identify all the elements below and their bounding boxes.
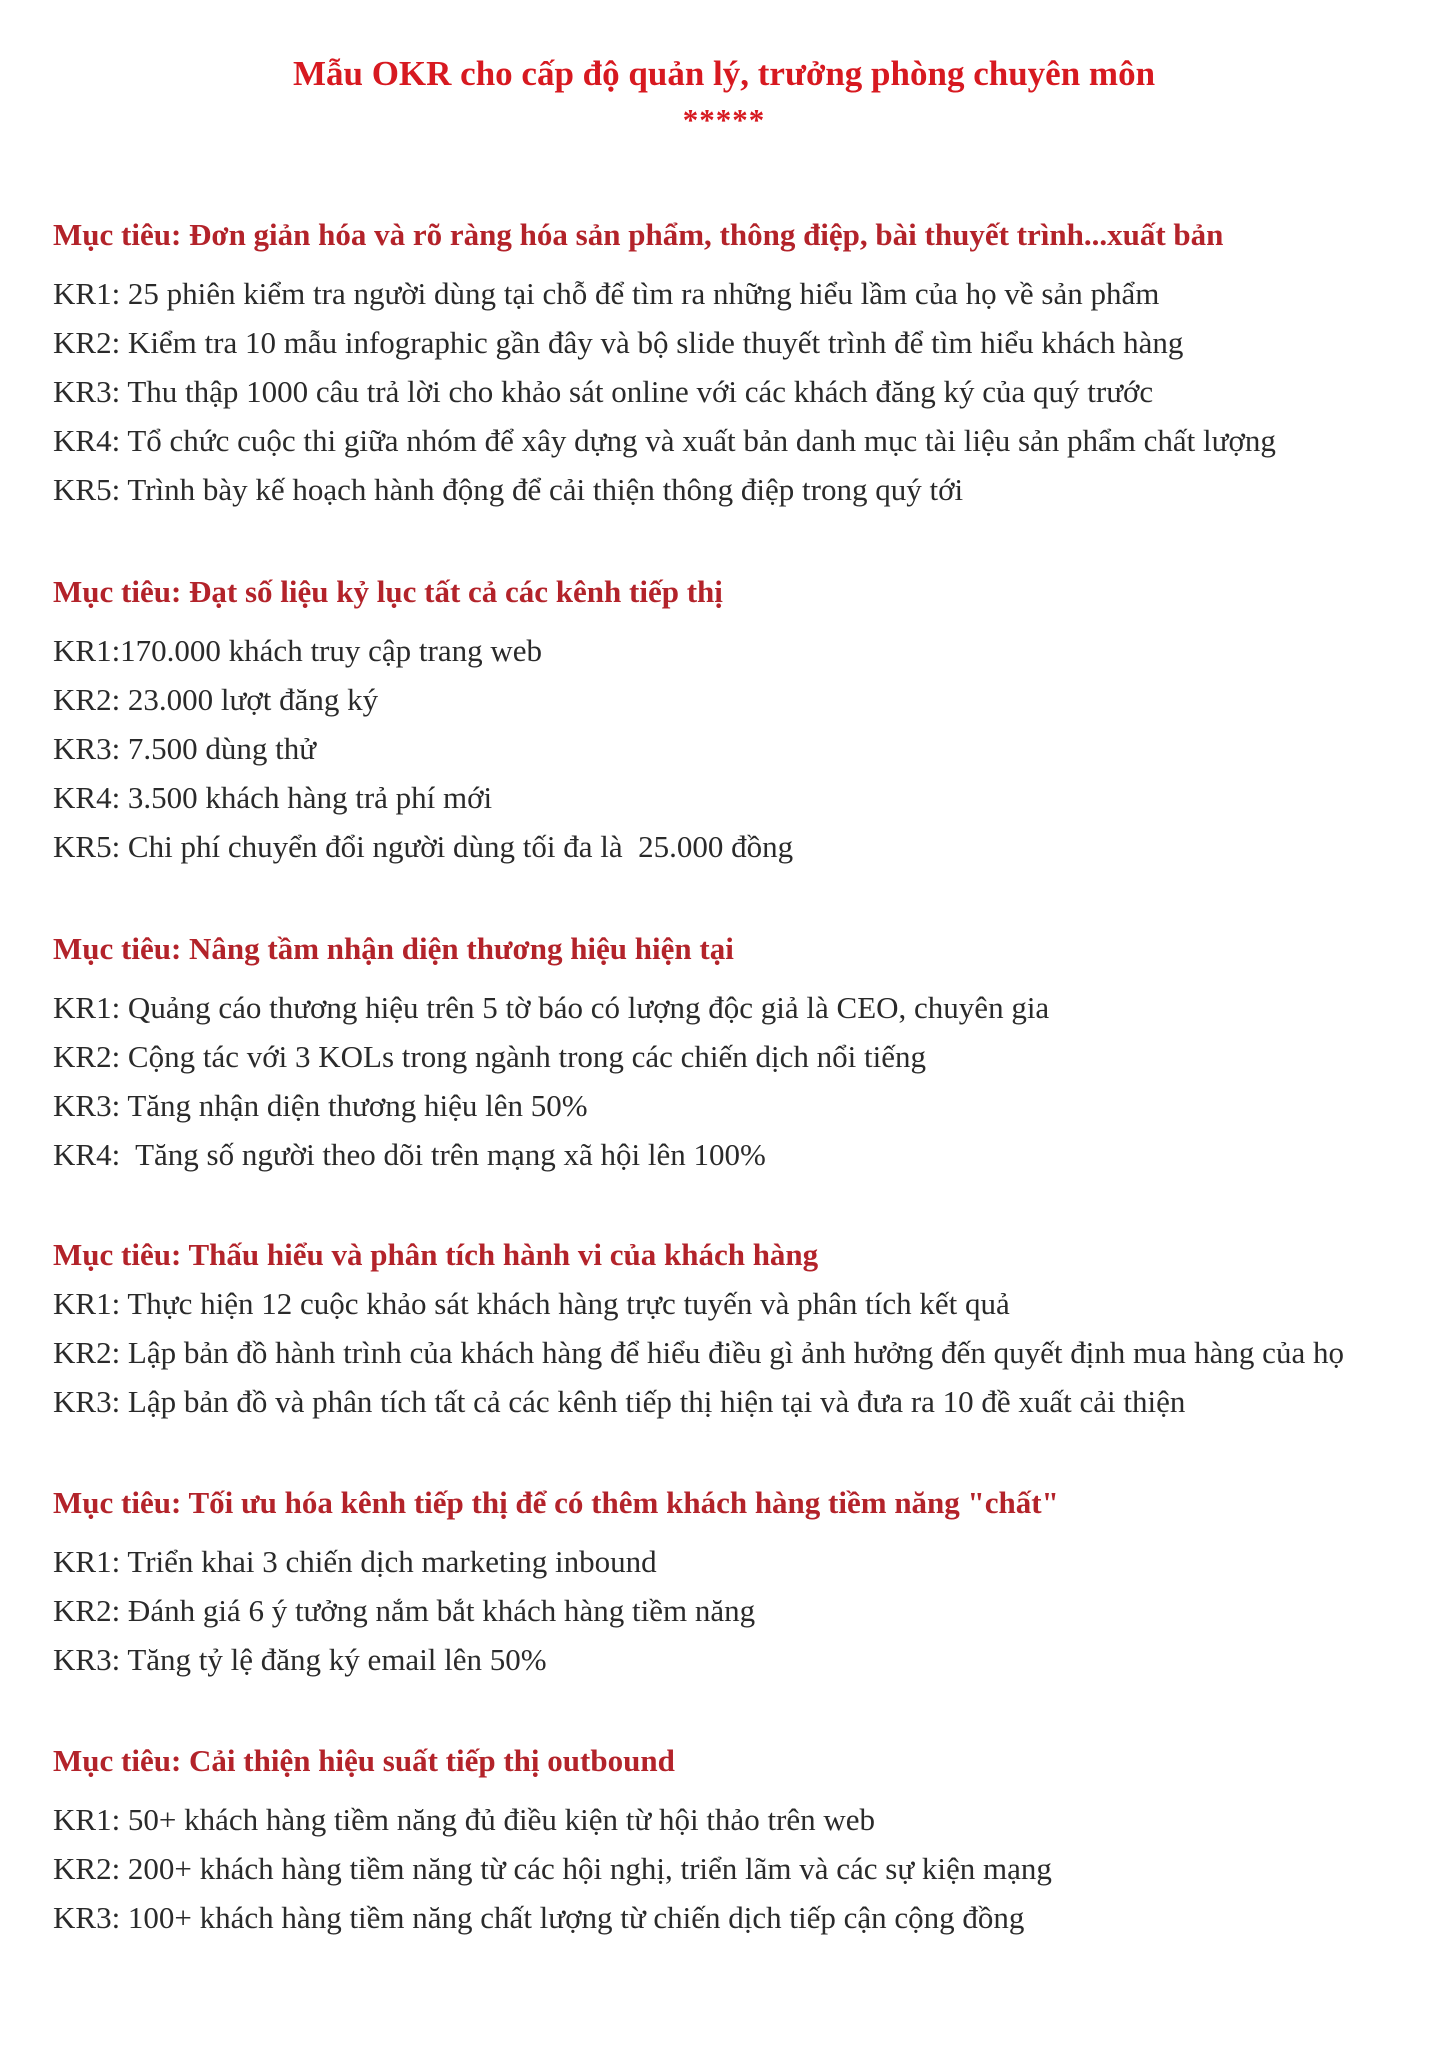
objective-section-1 [53, 213, 1413, 514]
key-result-item: KR1: 25 phiên kiểm tra người dùng tại chỗ để tìm ra những hiểu lầm của họ về sản phẩm [53, 276, 1160, 311]
key-result-item: KR5: Trình bày kế hoạch hành động để cải thiện thông điệp trong quý tới [53, 472, 964, 507]
key-result-item: KR1: Triển khai 3 chiến dịch marketing inbound [53, 1544, 657, 1579]
key-result-item: KR1: Quảng cáo thương hiệu trên 5 tờ báo có lượng độc giả là CEO, chuyên gia [53, 990, 1050, 1025]
objective-section-3 [53, 927, 1413, 1179]
key-results-list [53, 983, 1413, 1179]
key-result-item: KR3: 100+ khách hàng tiềm năng chất lượng từ chiến dịch tiếp cận cộng đồng [53, 1900, 1025, 1935]
key-results-list [53, 1537, 1413, 1684]
key-result-item: KR2: Đánh giá 6 ý tưởng nắm bắt khách hàng tiềm năng [53, 1593, 756, 1628]
key-result-item: KR1: 50+ khách hàng tiềm năng đủ điều kiện từ hội thảo trên web [53, 1802, 876, 1837]
key-result-item: KR2: Cộng tác với 3 KOLs trong ngành trong các chiến dịch nổi tiếng [53, 1039, 927, 1074]
objective-section-6 [53, 1739, 1413, 1942]
objective-heading: Mục tiêu: Đơn giản hóa và rõ ràng hóa sản phẩm, thông điệp, bài thuyết trình...xuất bản [53, 217, 1224, 252]
objective-section-4 [53, 1233, 1413, 1426]
key-result-item: KR2: Kiểm tra 10 mẫu infographic gần đây và bộ slide thuyết trình để tìm hiểu khách hàng [53, 325, 1184, 360]
key-result-item: KR2: 200+ khách hàng tiềm năng từ các hội nghị, triển lãm và các sự kiện mạng [53, 1851, 1052, 1886]
document-title: Mẫu OKR cho cấp độ quản lý, trưởng phòng chuyên môn [292, 54, 1156, 93]
key-result-item: KR3: Tăng tỷ lệ đăng ký email lên 50% [53, 1642, 547, 1677]
key-result-item: KR3: Tăng nhận diện thương hiệu lên 50% [53, 1088, 588, 1123]
title-separator: ***** [682, 102, 766, 137]
key-result-item: KR5: Chi phí chuyển đổi người dùng tối đa là 25.000 đồng [53, 829, 794, 864]
key-results-list [53, 1279, 1413, 1426]
key-result-item: KR1: Thực hiện 12 cuộc khảo sát khách hàng trực tuyến và phân tích kết quả [53, 1286, 1010, 1321]
key-result-item: KR1:170.000 khách truy cập trang web [53, 633, 542, 668]
key-result-item: KR4: Tăng số người theo dõi trên mạng xã hội lên 100% [53, 1137, 766, 1172]
key-result-item: KR2: Lập bản đồ hành trình của khách hàng để hiểu điều gì ảnh hưởng đến quyết định mua hàng của họ [53, 1335, 1344, 1370]
key-results-list [53, 269, 1413, 514]
objective-heading: Mục tiêu: Tối ưu hóa kênh tiếp thị để có thêm khách hàng tiềm năng "chất" [53, 1485, 1059, 1520]
objective-section-5 [53, 1481, 1413, 1684]
objective-heading: Mục tiêu: Cải thiện hiệu suất tiếp thị outbound [53, 1743, 675, 1778]
key-results-list [53, 626, 1413, 871]
key-result-item: KR2: 23.000 lượt đăng ký [53, 682, 379, 717]
key-result-item: KR3: 7.500 dùng thử [53, 731, 317, 766]
objective-heading: Mục tiêu: Đạt số liệu kỷ lục tất cả các kênh tiếp thị [53, 574, 723, 609]
objective-heading: Mục tiêu: Nâng tầm nhận diện thương hiệu hiện tại [53, 931, 734, 966]
key-result-item: KR4: 3.500 khách hàng trả phí mới [53, 780, 493, 815]
key-results-list [53, 1795, 1413, 1942]
key-result-item: KR3: Lập bản đồ và phân tích tất cả các kênh tiếp thị hiện tại và đưa ra 10 đề xuất cải thiện [53, 1384, 1186, 1419]
objective-heading: Mục tiêu: Thấu hiểu và phân tích hành vi của khách hàng [53, 1237, 819, 1272]
key-result-item: KR4: Tổ chức cuộc thi giữa nhóm để xây dựng và xuất bản danh mục tài liệu sản phẩm chất lượng [53, 423, 1276, 458]
objective-section-2 [53, 570, 1413, 871]
key-result-item: KR3: Thu thập 1000 câu trả lời cho khảo sát online với các khách đăng ký của quý trước [53, 374, 1154, 409]
